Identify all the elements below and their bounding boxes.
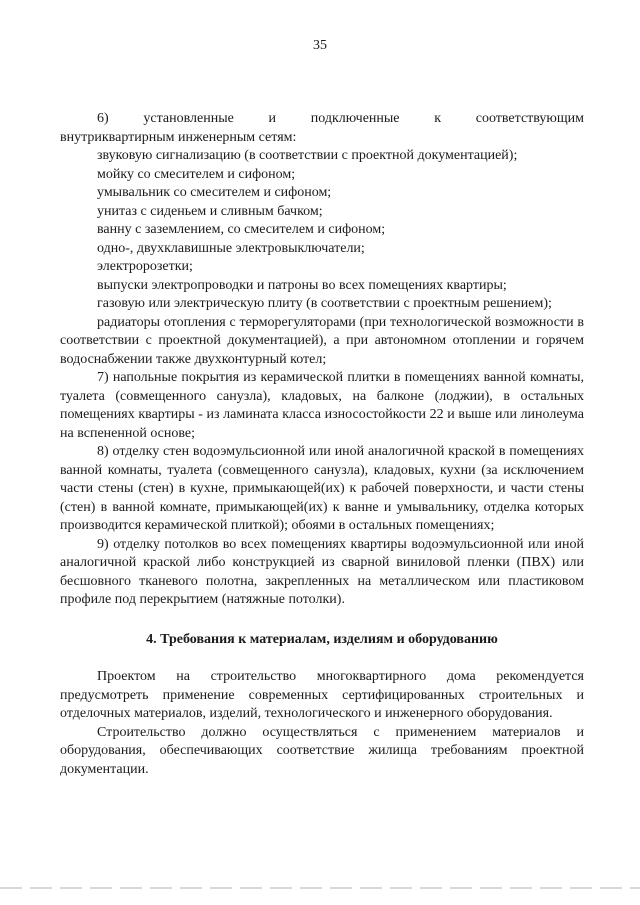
item6-intro-line1: 6) установленные и подключенные к соответствующим <box>97 111 584 126</box>
list-item-toilet: унитаз с сиденьем и сливным бачком; <box>97 203 323 219</box>
list-item-stove: газовую или электрическую плиту (в соответствии с проектным решением); <box>97 296 552 311</box>
list-item-sink: мойку со смесителем и сифоном; <box>97 166 296 182</box>
list-item-switches: одно-, двухклавишные электровыключатели; <box>97 240 365 256</box>
list-item-radiators: радиаторы отопления с терморегуляторами (при технологической возможности в соответствии с проектной документацией), а при автономном отоплении и горячем водоснабжении также двухконтурный котел; <box>60 314 584 367</box>
page-number: 35 <box>313 38 327 53</box>
item6-intro-line2: внутриквартирным инженерным сетям: <box>60 129 297 145</box>
list-item-alarm: звуковую сигнализацию (в соответствии с проектной документацией); <box>97 148 518 163</box>
scan-artifact-line <box>0 887 640 889</box>
list-item-sockets: электророзетки; <box>97 259 193 274</box>
paragraph-materials: Проектом на строительство многоквартирного дома рекомендуется предусмотреть применение современных сертифицированных строительных и отделочных материалов, изделий, технологического и инженерного оборудования. <box>60 669 584 721</box>
list-item-bath: ванну с заземлением, со смесителем и сифоном; <box>97 222 386 237</box>
paragraph-item9: 9) отделку потолков во всех помещениях квартиры водоэмульсионной или иной аналогичной краской либо конструкцией из сварной виниловой пленки (ПВХ) или бесшовного тканевого полотна, закрепленных на металлическом или пластиковом профиле под перекрытием (натяжные потолки). <box>60 536 584 607</box>
paragraph-item8: 8) отделку стен водоэмульсионной или иной аналогичной краской в помещениях ванной комнаты, туалета (совмещенного санузла), кладовых, кухни (за исключением части стены (стен) в кухне, примыкающей(их) к рабочей поверхности, и части стены (стен) в ванной комнате, примыкающей(их) к ванне и умывальнику, отделка которых производится керамической плиткой); обоями в остальных помещениях; <box>60 444 584 533</box>
section-heading: 4. Требования к материалам, изделиям и оборудованию <box>146 631 498 647</box>
list-item-washbasin: умывальник со смесителем и сифоном; <box>97 185 332 200</box>
paragraph-item7: 7) напольные покрытия из керамической плитки в помещениях ванной комнаты, туалета (совмещенного санузла), кладовых, на балконе (лоджии), в остальных помещениях квартиры - из ламината класса износостойкости 22 и выше или линолеума на вспененной основе; <box>60 370 584 441</box>
list-item-wiring: выпуски электропроводки и патроны во всех помещениях квартиры; <box>97 277 507 293</box>
paragraph-construction: Строительство должно осуществляться с применением материалов и оборудования, обеспечивающих соответствие жилища требованиям проектной документации. <box>60 724 584 777</box>
document-body <box>60 110 584 779</box>
